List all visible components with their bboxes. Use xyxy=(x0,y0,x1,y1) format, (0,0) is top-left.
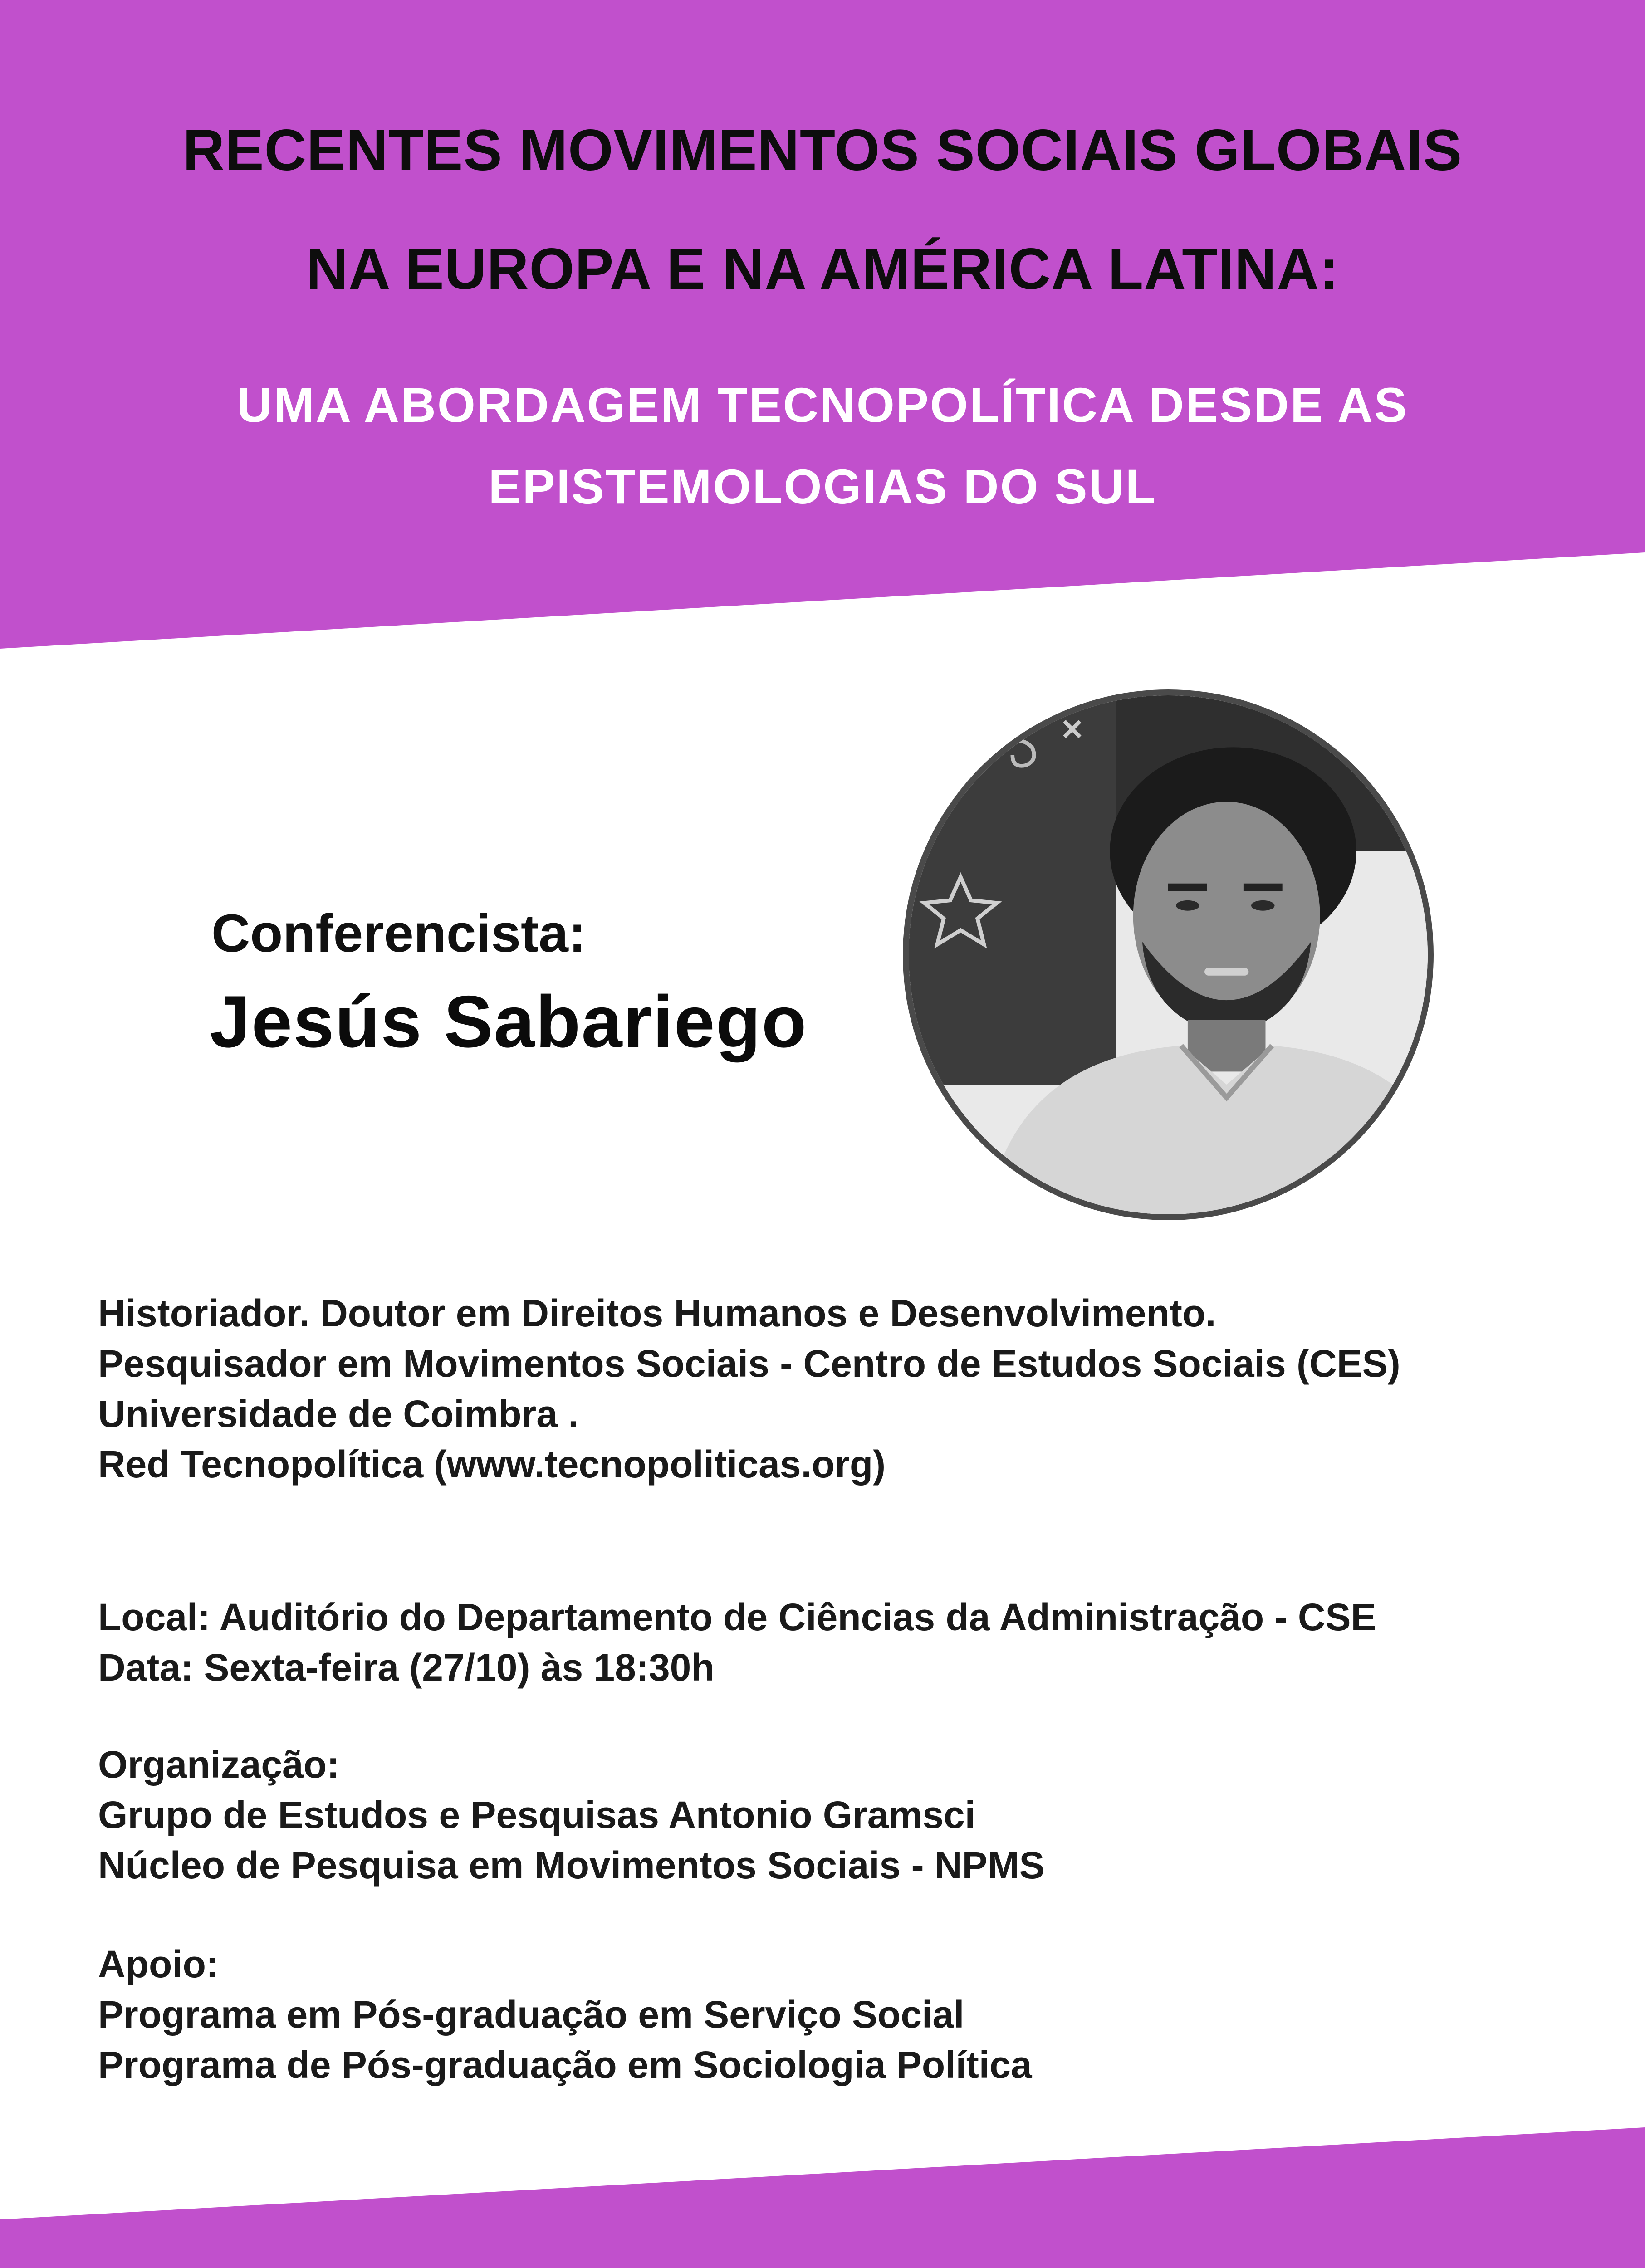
event-date: Data: Sexta-feira (27/10) às 18:30h xyxy=(98,1646,715,1689)
event-location: Local: Auditório do Departamento de Ciências da Administração - CSE xyxy=(98,1596,1376,1638)
organization-item: Grupo de Estudos e Pesquisas Antonio Gramsci xyxy=(98,1794,975,1836)
bio-line: Red Tecnopolítica (www.tecnopoliticas.org) xyxy=(98,1443,886,1486)
top-purple-band xyxy=(0,0,1645,653)
poster-subtitle-line-2: EPISTEMOLOGIAS DO SUL xyxy=(488,459,1157,514)
support-item: Programa de Pós-graduação em Sociologia Política xyxy=(98,2043,1032,2086)
bio-line: Pesquisador em Movimentos Sociais - Centro de Estudos Sociais (CES) xyxy=(98,1342,1400,1385)
speaker-bio xyxy=(98,1288,1400,1490)
support-heading: Apoio: xyxy=(98,1943,219,1985)
bottom-purple-band xyxy=(0,2105,1645,2268)
event-details xyxy=(98,1592,1376,1693)
speaker-label: Conferencista: xyxy=(211,904,587,963)
organization-section xyxy=(98,1740,1045,1891)
poster-title-line-1: RECENTES MOVIMENTOS SOCIAIS GLOBAIS xyxy=(182,118,1463,183)
poster-subtitle-line-1: UMA ABORDAGEM TECNOPOLÍTICA DESDE AS xyxy=(236,377,1409,432)
poster-title-line-2: NA EUROPA E NA AMÉRICA LATINA: xyxy=(306,237,1339,302)
portrait-illustration xyxy=(909,695,1428,1214)
organization-heading: Organização: xyxy=(98,1743,340,1786)
speaker-portrait xyxy=(903,689,1434,1220)
bio-line: Universidade de Coimbra . xyxy=(98,1393,579,1435)
support-section xyxy=(98,1939,1032,2090)
support-item: Programa em Pós-graduação em Serviço Social xyxy=(98,1993,964,2036)
speaker-name: Jesús Sabariego xyxy=(210,981,808,1063)
bio-line: Historiador. Doutor em Direitos Humanos e Desenvolvimento. xyxy=(98,1292,1216,1334)
organization-item: Núcleo de Pesquisa em Movimentos Sociais - NPMS xyxy=(98,1844,1045,1887)
